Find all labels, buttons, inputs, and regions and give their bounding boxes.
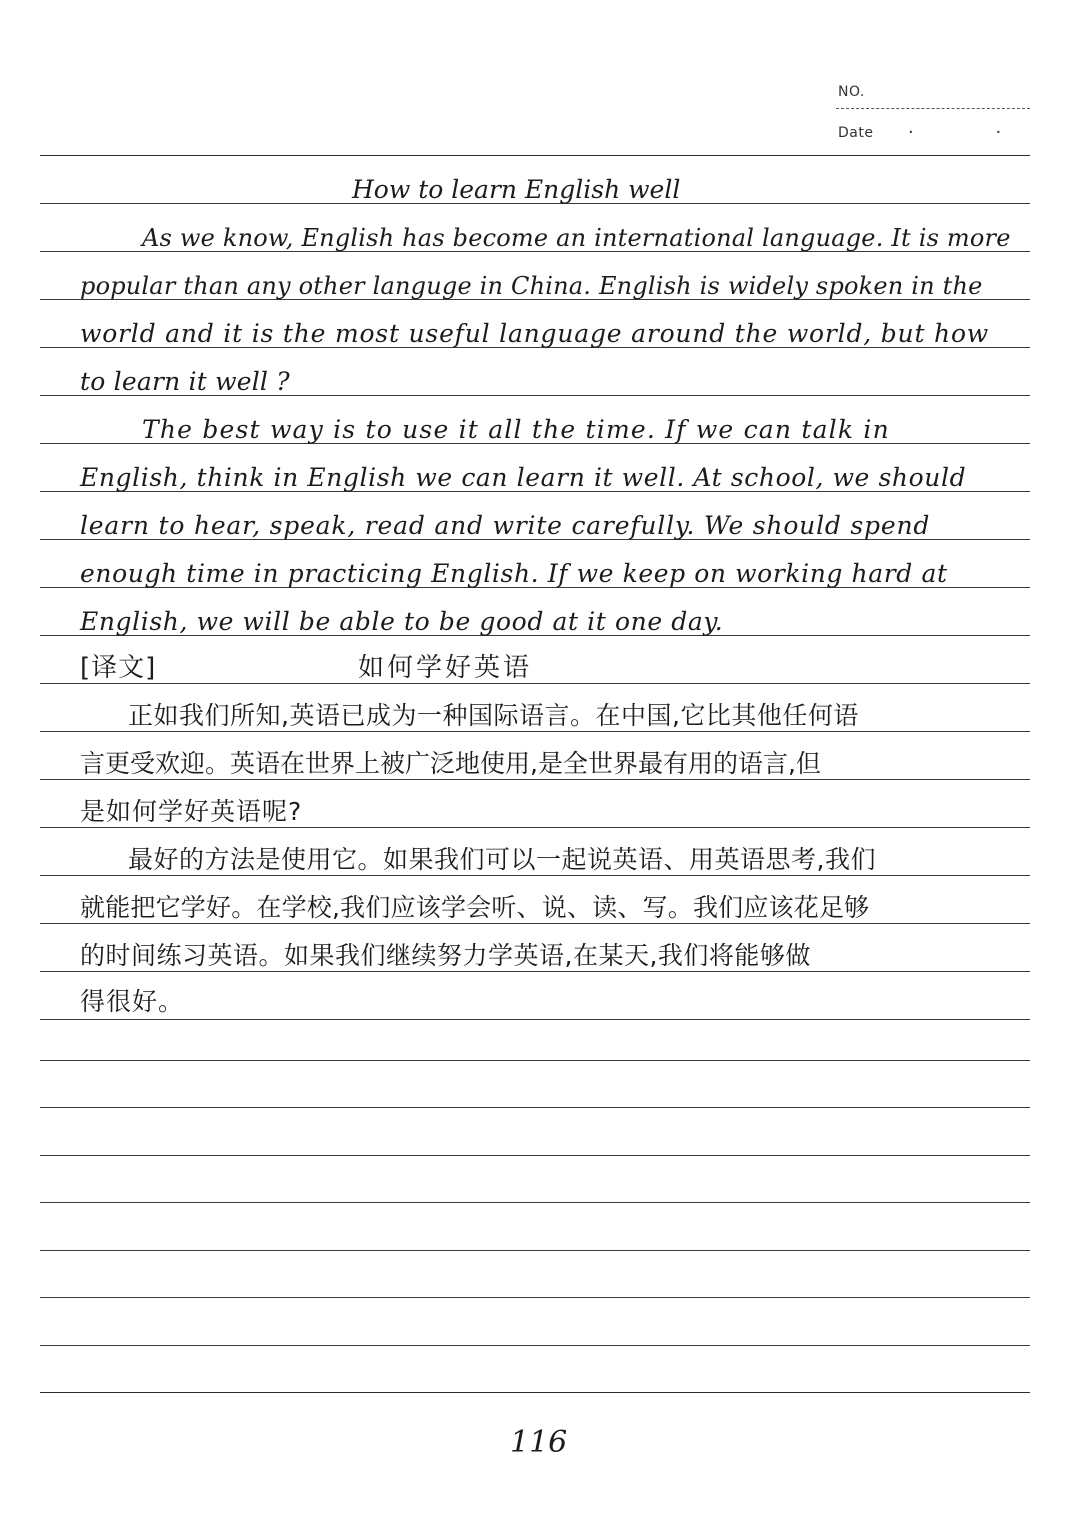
essay-line: to learn it well ? [80, 367, 290, 396]
essay-line: enough time in practicing English. If we keep on working hard at [80, 559, 948, 588]
ruled-line [40, 1155, 1030, 1156]
translation-line: 就能把它学好。在学校,我们应该学会听、说、读、写。我们应该花足够 [80, 893, 870, 922]
ruled-line [40, 1297, 1030, 1298]
ruled-line [40, 1392, 1030, 1393]
ruled-line [40, 155, 1030, 156]
essay-title: How to learn English well [352, 175, 681, 204]
ruled-line [40, 827, 1030, 828]
header-no-label: NO. [838, 84, 865, 100]
translation-line: 得很好。 [80, 987, 185, 1016]
header-date-label: Date [838, 125, 874, 141]
essay-line: English, think in English we can learn it well. At school, we should [80, 463, 967, 492]
ruled-line [40, 1202, 1030, 1203]
translation-label: [译文] [80, 653, 157, 683]
essay-line: popular than any other languge in China. English is widely spoken in the [80, 272, 983, 300]
ruled-line [40, 731, 1030, 732]
translation-line: 的时间练习英语。如果我们继续努力学英语,在某天,我们将能够做 [80, 941, 811, 970]
ruled-line [40, 923, 1030, 924]
essay-line: learn to hear, speak, read and write carefully. We should spend [80, 511, 931, 540]
essay-line: As we know, English has become an international language. It is more [142, 224, 1011, 252]
ruled-line [40, 1060, 1030, 1061]
translation-line: 最好的方法是使用它。如果我们可以一起说英语、用英语思考,我们 [128, 845, 876, 874]
ruled-line [40, 1345, 1030, 1346]
translation-line: 言更受欢迎。英语在世界上被广泛地使用,是全世界最有用的语言,但 [80, 749, 821, 778]
header-dashed-line [836, 108, 1030, 109]
header-date-dots: · · [908, 122, 1040, 143]
translation-title: 如何学好英语 [358, 653, 533, 683]
ruled-line [40, 1019, 1030, 1020]
ruled-line [40, 971, 1030, 972]
essay-line: The best way is to use it all the time. If we can talk in [142, 415, 890, 444]
essay-line: world and it is the most useful language around the world, but how [80, 319, 990, 348]
essay-line: English, we will be able to be good at it one day. [80, 607, 724, 636]
page-number: 116 [510, 1425, 568, 1460]
ruled-line [40, 875, 1030, 876]
ruled-line [40, 1250, 1030, 1251]
translation-line: 正如我们所知,英语已成为一种国际语言。在中国,它比其他任何语 [128, 701, 859, 730]
translation-line: 是如何学好英语呢? [80, 797, 303, 826]
ruled-line [40, 779, 1030, 780]
ruled-line [40, 1107, 1030, 1108]
ruled-line [40, 683, 1030, 684]
